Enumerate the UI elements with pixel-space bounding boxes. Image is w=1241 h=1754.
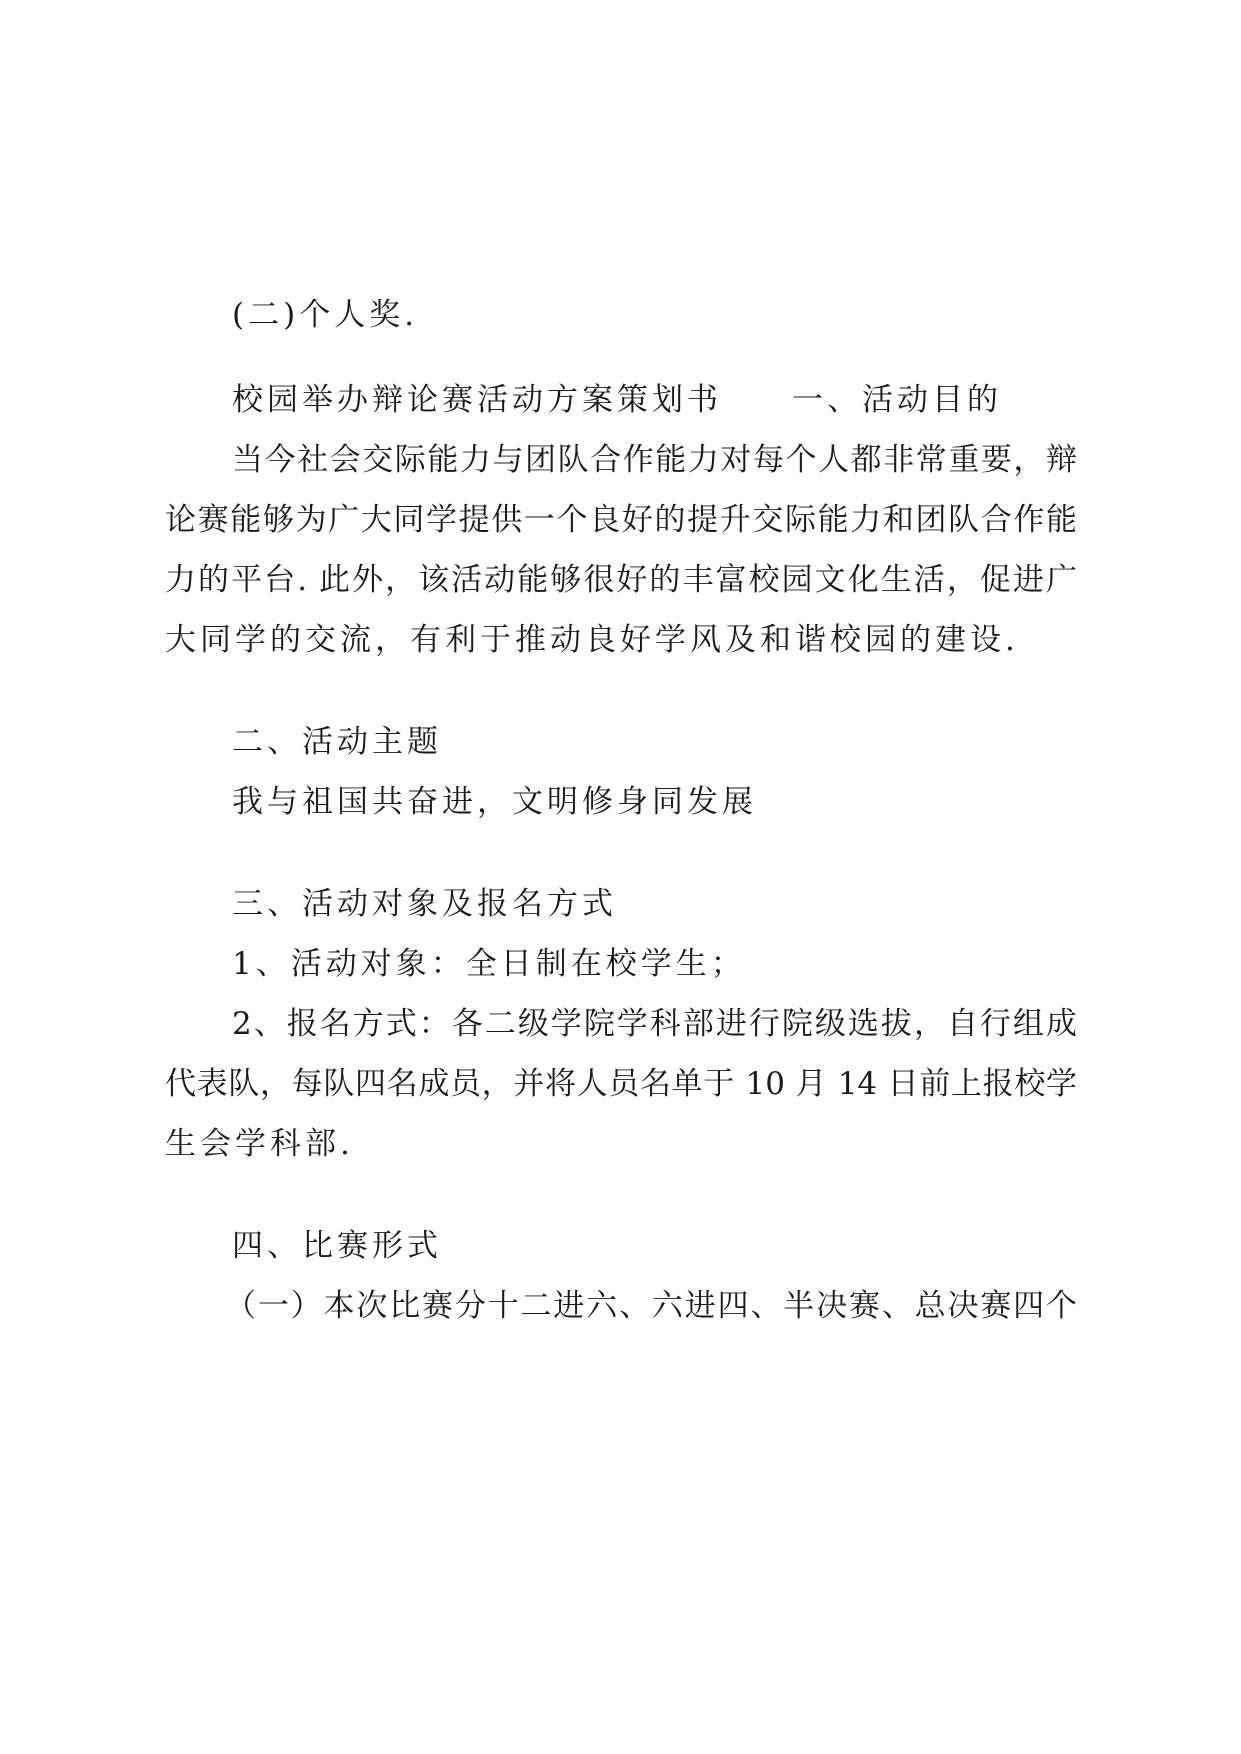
section-heading-participants: 三、活动对象及报名方式	[232, 886, 617, 922]
list-item-registration-line-3: 生会学科部.	[165, 1126, 354, 1162]
section-heading-theme: 二、活动主题	[232, 724, 442, 760]
paragraph-purpose-line-1: 当今社会交际能力与团队合作能力对每个人都非常重要，辩	[232, 442, 1077, 478]
list-item-registration-line-1: 2、报名方式：各二级学院学科部进行院级选拔，自行组成	[232, 1006, 1077, 1042]
paragraph-format-line-1: （一）本次比赛分十二进六、六进四、半决赛、总决赛四个	[225, 1288, 1077, 1324]
paragraph-theme: 我与祖国共奋进，文明修身同发展	[232, 784, 757, 820]
list-item-registration-line-2: 代表队，每队四名成员，并将人员名单于 10 月 14 日前上报校学	[165, 1066, 1077, 1102]
document-title-line: 校园举办辩论赛活动方案策划书 一、活动目的	[232, 382, 1002, 418]
paragraph-purpose-line-4: 大同学的交流，有利于推动良好学风及和谐校园的建设.	[165, 622, 1019, 658]
paragraph-purpose-line-3: 力的平台. 此外，该活动能够很好的丰富校园文化生活，促进广	[165, 562, 1077, 598]
paragraph-purpose-line-2: 论赛能够为广大同学提供一个良好的提升交际能力和团队合作能	[165, 502, 1077, 538]
list-item-participants: 1、活动对象：全日制在校学生；	[232, 946, 746, 982]
section-heading-personal-award: (二)个人奖.	[232, 297, 419, 333]
section-heading-format: 四、比赛形式	[232, 1228, 442, 1264]
